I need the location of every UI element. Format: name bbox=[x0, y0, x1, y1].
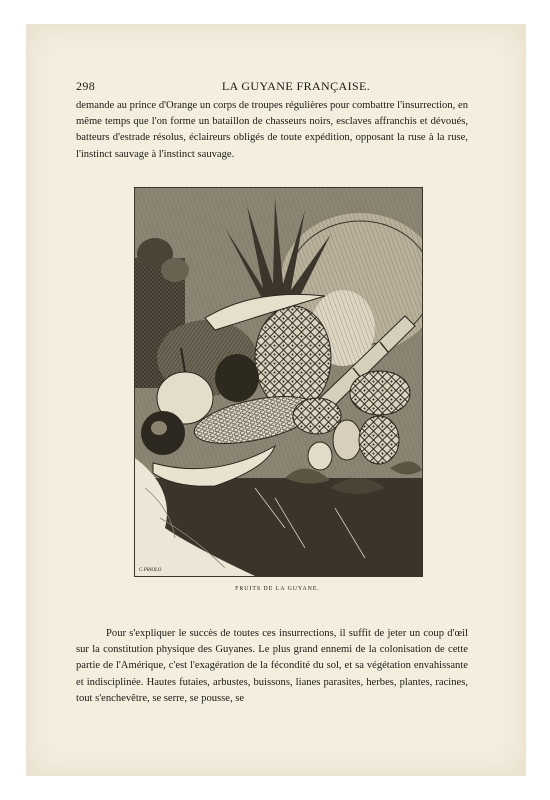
figure-caption: FRUITS DE LA GUYANE. bbox=[235, 586, 320, 592]
engraving-fruits bbox=[134, 187, 423, 577]
book-page bbox=[26, 24, 526, 776]
paragraph-top bbox=[76, 98, 468, 163]
paragraph-bottom bbox=[76, 626, 468, 707]
running-title: LA GUYANE FRANÇAISE. bbox=[221, 79, 371, 93]
paragraph-bottom-text: Pour s'expliquer le succès de toutes ces insurrections, il suffit de jeter un coup d'œil sur la constitution physique des Guyanes. Le plus grand ennemi de la colonisation de cette partie de l'Amérique, c'est l'exagération de la fécondité du sol, et sa végétation envahissante et indisciplinée. Hautes futaies, arbustes, buissons, lianes parasites, herbes, plantes, racines, tout s'enchevêtre, se serre, se pousse, se bbox=[76, 628, 468, 704]
page-number: 298 bbox=[76, 79, 96, 93]
paragraph-top-text: demande au prince d'Orange un corps de troupes régulières pour combattre l'insurrection, en même temps que l'on forme un bataillon de chasseurs noirs, esclaves affranchis et dévoués, batteurs d'estrade résolus, éclaireurs obligés de toute expédition, opposant la ruse à la ruse, l'instinct sauvage à l'instinct sauvage. bbox=[76, 100, 468, 160]
engraver-signature: C.PRIOLO bbox=[139, 568, 162, 573]
engraving-illustration bbox=[135, 188, 422, 576]
